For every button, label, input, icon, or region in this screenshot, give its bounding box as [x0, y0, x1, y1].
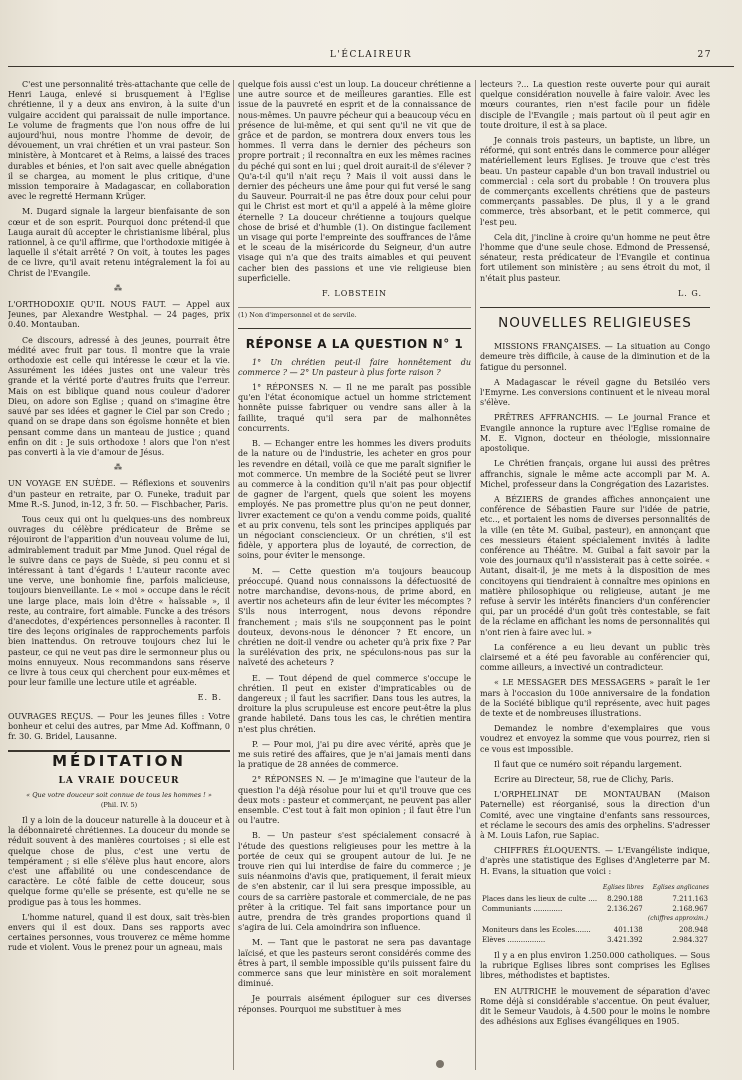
header-rule — [8, 66, 734, 67]
value-anglican: 208.948 — [679, 925, 708, 934]
news-heading: NOUVELLES RELIGIEUSES — [498, 315, 692, 332]
paragraph: E. — Tout dépend de quel commerce s'occupe le chrétien. Il peut en exister d'impraticables ou de dangereux ; il faut les sacrifier. Dans tous les autres, la droiture la plus scrupuleuse est encore peut-être la plus grande habileté. Dans tous les cas, le chrétien mentira n'est plus chrétien. — [238, 673, 471, 734]
paragraph: Cela dit, j'incline à croire qu'un homme ne peut être l'homme que d'une seule chose. Edmond de Pressensé, sénateur, resta prédicateur de l'Evangile et continua fort utilement son ministère ; au sens étroit du mot, il n'était plus pasteur. — [480, 232, 710, 283]
signature: L. G. — [677, 288, 702, 298]
news-text: — Le journal France et Evangile annonce la rupture avec l'Eglise romaine de M. E. Vignon, docteur en théologie, missionnaire apostolique. — [480, 413, 710, 454]
table-row — [480, 914, 710, 924]
book-review-heading — [8, 300, 230, 331]
epigraph-text: « Que votre douceur soit connue de tous les hommes ! » — [26, 790, 212, 799]
news-item — [480, 413, 710, 454]
meditation-subtitle: LA VRAIE DOUCEUR — [58, 776, 180, 787]
paragraph: Je connais trois pasteurs, un baptiste, un libre, un réformé, qui sont entrés dans le commerce pour alléger matériellement leurs Eglises. Je trouve que c'est très beau. Un pasteur capable d'un bon travail industriel ou commercial : cela sort du probable ! On trouvera plus de commerçants excellents chrétiens que de pasteurs commerçants passables. De plus, il y a le grand commerce, très absorbant, et le petit commerce, qui l'est peu. — [480, 136, 710, 227]
news-item: A BÉZIERS de grandes affiches annonçaient une conférence de Sébastien Faure sur l'idée de patrie, etc.., et portaient les noms de diverses personnalités de la ville (en tête M. Guibal, pasteur), en annonçant que ces messieurs étaient spécialement invités à ladite conférence au Théâtre. M. Guibal a fait savoir par la voie des journaux qu'il n'assisterait pas à cette soirée. « Autant, disait-il, je me mets à la disposition de mes concitoyens qui tiendraient à connaître mes opinions en matière philosophique ou religieuse, autant je me refuse à servir les intérêts financiers d'un conférencier qui, par un procédé d'un goût très contestable, se fait de la réclame en affichant les noms de personnalités qui n'ont rien à faire avec lui. » — [480, 494, 710, 637]
column-2 — [238, 80, 471, 1070]
stats-header-anglican: Eglises anglicanes — [652, 883, 709, 891]
paragraph: Il y a loin de la douceur naturelle à la douceur et à la débonnaireté chrétiennes. La douceur du monde se réduit souvent à des manières courtoises ; si elle est quelque chose de plus, c'est une vertu de tempérament ; si elle s'élève plus haut encore, alors c'est une affabilité ou une condescendance de caractère. Le côté faible de cette douceur, sous quelque forme qu'elle se présente, est qu'elle ne se prodigue pas à tous les hommes. — [8, 816, 230, 907]
value-anglican: (chiffres approxim.) — [647, 915, 708, 923]
received-works-text: — Pour les jeunes filles : Votre bonheur et celui des autres, par Mme Ad. Koffmann, 0 fr. 30. G. Bridel, Lausanne. — [8, 711, 230, 741]
section-separator: ⁂ — [114, 283, 124, 293]
news-lead: PRÊTRES AFFRANCHIS. — [494, 413, 600, 423]
paragraph: M. — Tant que le pastorat ne sera pas davantage laïcisé, et que les pasteurs seront considérés comme des êtres à part, il semble impossible qu'ils puissent faire du commerce sans que leur ministère en soit moralement diminué. — [238, 938, 471, 989]
row-label: Elèves ................. — [482, 935, 546, 944]
paragraph: M. Dugard signale la largeur bienfaisante de son cœur et de son esprit. Pourquoi donc prétend-il que Lauga aurait dû accepter le christianisme libéral, plus rationnel, à ce qu'il affirme, que l'orthodoxie mitigée à laquelle il s'était arrêté ? On voit, à toutes les pages de ce livre, qu'il avait retenu intégralement la foi au Christ de l'Evangile. — [8, 207, 230, 278]
book-review-heading — [8, 479, 230, 510]
signature: F. LOBSTEIN — [322, 289, 387, 299]
paragraph: 1° RÉPONSES N. — Il ne me paraît pas possible qu'en l'état économique actuel un homme strictement honnête puisse fabriquer ou vendre sans aller à la faillite, traqué qu'il sera par de malhonnêtes concurrents. — [238, 383, 471, 433]
value-free: 2.136.267 — [607, 905, 643, 914]
value-anglican: 7.211.163 — [672, 895, 708, 904]
value-free: 401.138 — [613, 925, 643, 934]
news-item: EN AUTRICHE le mouvement de séparation d'avec Rome déjà si considérable s'accentue. On peut évaluer, dit le Semeur Vaudois, à 4.500 pour le moins le nombre des adhésions aux Eglises évangéliques en 1905. — [480, 986, 710, 1027]
value-free — [601, 914, 645, 924]
journal-title: L'ÉCLAIREUR — [329, 50, 413, 60]
stats-header-free: Eglises libres — [602, 883, 644, 891]
paragraph: Ce discours, adressé à des jeunes, pourrait être médité avec fruit par tous. Il montre que la vraie orthodoxie est celle qui intéresse le cœur et la vie. Assurément les idées justes ont une valeur très grande et la vérité porte d'autres fruits que l'erreur. Mais on est biblique quand nous couleur d'adorer Dieu, on adore son Eglise ; quand on s'imagine être sauvé par ses idées et gagner le Ciel par son Credo ; quand on se drape dans son égoïsme honnête et bien pensant comme dans un manteau de justice ; quand enfin on dit : Je suis orthodoxe ! alors que l'on n'est pas converti à la vie d'amour de Jésus. — [8, 335, 230, 457]
paragraph: 2° RÉPONSES N. — Je m'imagine que l'auteur de la question l'a déjà résolue pour lui et qu'il trouve que ces deux mots : pasteur et commerçant, ne peuvent pas aller ensemble. C'est tout à fait mon opinion ; il faut être l'un ou l'autre. — [238, 775, 471, 826]
column-divider-2 — [475, 80, 476, 1070]
value-free: 8.290.188 — [607, 895, 643, 904]
paragraph: Le Chrétien français, organe lui aussi des prêtres affranchis, signale le même acte accompli par M. A. Michel, professeur dans la Congrégation des Lazaristes. — [480, 459, 710, 489]
news-item — [480, 846, 710, 877]
stats-header-label — [480, 882, 601, 894]
news-item: « LE MESSAGER DES MESSAGERS » paraît le 1er mars à l'occasion du 100e anniversaire de la fondation de la Société biblique qu'il représente, avec huit pages de texte et de nombreuses illustrations. — [480, 678, 710, 718]
paragraph: A Madagascar le réveil gagne du Betsiléo vers l'Emyrne. Les conversions continuent et le niveau moral s'élève. — [480, 377, 710, 408]
paragraph: B. — Echanger entre les hommes les divers produits de la nature ou de l'industrie, les acheter en gros pour les revendre en détail, voilà ce que me paraît signifier le mot commerce. Un membre de la Société peut se livrer au commerce à la condition qu'il n'ait pas pour objectif de gagner de l'argent, quels que soient les moyens employés. Ne pas promettre plus qu'on ne peut donner, livrer exactement ce qu'on a vendu comme poids, qualité et au prix convenu, tels sont les principes appliqués par un négociant consciencieux. Or un chrétien, s'il est fidèle, y apportera plus de loyauté, de correction, de soins, pour éviter le mensonge. — [238, 439, 471, 561]
paragraph: Je pourrais aisément épiloguer sur ces diverses réponses. Pourquoi me substituer à mes — [238, 994, 471, 1014]
news-item — [480, 342, 710, 373]
paragraph: La conférence a eu lieu devant un public très clairsemé et a été peu favorable au conférencier qui, comme ailleurs, a invectivé un contradicteur. — [480, 642, 710, 673]
book-title: UN VOYAGE EN SUÈDE. — [8, 479, 116, 489]
row-label: Places dans les lieux de culte .... — [482, 895, 598, 904]
page-number: 27 — [697, 50, 712, 60]
news-item: L'ORPHELINAT DE MONTAUBAN (Maison Paternelle) est réorganisé, sous la direction d'un Comité, avec une vingtaine d'enfants sans ressources, et réclame le secours des amis des orphelins. S'adresser à M. Louis Lafon, rue Sapiac. — [480, 790, 710, 840]
paragraph: Ecrire au Directeur, 58, rue de Clichy, Paris. — [494, 774, 674, 784]
epigraph-reference: (Phil. IV. 5) — [100, 800, 138, 809]
paragraph: P. — Pour moi, j'ai pu dire avec vérité, après que je me suis retiré des affaires, que je n'ai jamais menti dans la pratique de 28 années de commerce. — [238, 739, 471, 770]
value-anglican: 2.168.967 — [672, 905, 708, 914]
paragraph: Il faut que ce numéro soit répandu largement. — [494, 759, 682, 769]
section-separator: ⁂ — [114, 463, 124, 473]
section-rule — [238, 328, 471, 329]
paragraph: lecteurs ?... La question reste ouverte pour qui aurait quelque considération nouvelle à faire valoir. Avec les mœurs courantes, rien n'est facile pour un fidèle disciple de l'Evangile ; mais partout où il peut agir en toute droiture, il est à sa place. — [480, 80, 710, 130]
news-text: — La situation au Congo demeure très difficile, à cause de la diminution et de la fatigue du personnel. — [480, 342, 710, 372]
paragraph: L'homme naturel, quand il est doux, sait très-bien envers qui il est doux. Dans ses rapports avec certaines personnes, vous trouverez ce même homme rude et violent. Vous le prenez pour un agneau, mais — [8, 912, 230, 953]
table-row — [480, 925, 710, 935]
column-divider-1 — [233, 80, 234, 1070]
ink-blot — [436, 1060, 444, 1068]
book-biblio: — Appel aux Jeunes, par Alexandre Westphal. — 24 pages, prix 0.40. Montauban. — [8, 300, 230, 330]
table-row — [480, 894, 710, 904]
paragraph: Il y a en plus environ 1.250.000 catholiques. — Sous la rubrique Eglises libres sont comprises les Eglises libres, méthodistes et baptistes. — [480, 951, 710, 981]
row-label: Communiants ............. — [482, 905, 563, 914]
received-works — [8, 712, 230, 743]
table-row — [480, 935, 710, 945]
paragraph: B. — Un pasteur s'est spécialement consacré à l'étude des questions religieuses pour les mettre à la portée de ceux qui se groupent autour de lui. Je ne trouve rien qui lui interdise de faire du commerce ; je suis néanmoins d'avis que, pratiquement, il ferait mieux de s'en abstenir, car il lui sera presque impossible, au cours de sa carrière pastorale et commerciale, de ne pas prêter à la critique. Tel fait sans importance pour un autre, prendra de très grandes proportions quand il s'agira de lui. Cela amoindrira son influence. — [238, 831, 471, 933]
table-row — [480, 904, 710, 914]
stats-header-row — [480, 882, 710, 894]
value-anglican: 2.984.327 — [672, 935, 708, 944]
book-title: L'ORTHODOXIE QU'IL NOUS FAUT. — [8, 300, 167, 310]
signature: E. B. — [197, 693, 222, 703]
value-free: 3.421.392 — [607, 935, 643, 944]
book-biblio: — Réflexions et souvenirs d'un pasteur en retraite, par O. Funeke, traduit par Mme R.-S. Junod, in-12, 3 fr. 50. — Fischbacher, Paris. — [8, 479, 230, 509]
column-1 — [8, 80, 230, 1070]
news-lead: CHIFFRES ÉLOQUENTS. — [494, 846, 601, 856]
column-3 — [480, 80, 710, 1070]
row-label: Moniteurs dans les Ecoles....... — [482, 925, 591, 934]
paragraph: Demandez le nombre d'exemplaires que vous voudrez et envoyez la somme que vous pourrez, rien si ce vous est impossible. — [480, 724, 710, 754]
running-head — [0, 50, 742, 64]
question-text: 1° Un chrétien peut-il faire honnêtement du commerce ? — 2° Un pasteur à plus forte raison ? — [238, 357, 471, 377]
paragraph: C'est une personnalité très-attachante que celle de Henri Lauga, enlevé si brusquement à l'Eglise chrétienne, il y a deux ans environ, à la suite d'un vulgaire accident qui paraissait de nulle importance. Le volume de fragments que l'on nous offre de lui aujourd'hui, nous montre l'homme de devoir, de dévouement, un vrai chrétien et un vrai pasteur. Son ministère, à Montcaret et à Reims, a laissé des traces durables et bénies, et l'on sait avec quelle abnégation il se chargea, au moment le plus critique, d'une mission temporaire à Madagascar, en collaboration avec le regretté Hermann Krüger. — [8, 80, 230, 202]
paragraph: quelque fois aussi c'est un loup. La douceur chrétienne a une autre source et de meilleures garanties. Elle est issue de la pauvreté en esprit et de la connaissance de nous-mêmes. Un pauvre pécheur qui a beaucoup vécu en présence de lui-même, et qui sent qu'il ne vit que de grâce et de pardon, se montrera doux envers tous les hommes. Il verra dans le dernier des pécheurs son propre portrait ; il reconnaîtra en eux les mêmes racines du péché qui sont en lui ; quel droit aurait-il de s'élever ? Qu'a-t-il qu'il n'ait reçu ? Mais il voit aussi dans le dernier des pécheurs une âme pour qui fut versé le sang du Sauveur. Pourrait-il ne pas être doux pour celui pour qui le Christ est mort et qu'il a appelé à la même gloire éternelle ? La douceur chrétienne a toujours quelque chose de brisé et d'humble (1). On distingue facilement un visage qui porte l'empreinte des souffrances de l'âme et le sceau de la miséricorde du Seigneur, d'un autre visage qui n'a que des traits aimables et qui peuvent cacher bien des passions et une vie religieuse bien superficielle. — [238, 80, 471, 283]
row-label — [480, 914, 601, 924]
question-heading: RÉPONSE A LA QUESTION N° 1 — [245, 337, 464, 352]
statistics-table — [480, 882, 710, 945]
paragraph: M. — Cette question m'a toujours beaucoup préoccupé. Quand nous connaissons la défectuosité de notre marchandise, devons-nous, de prime abord, en avertir nos acheteurs afin de leur éviter les mécomptes ? S'ils nous interrogent, nous devons répondre franchement ; mais s'ils ne soupçonnent pas le point douteux, devons-nous le dénoncer ? Et encore, un chrétien ne doit-il vendre ou acheter qu'à prix fixe ? Par la surélévation des prix, ne spéculons-nous pas sur la naïveté des acheteurs ? — [238, 566, 471, 668]
paragraph: Tous ceux qui ont lu quelques-uns des nombreux ouvrages du célèbre prédicateur de Brême se réjouiront de l'apparition d'un nouveau volume de lui, admirablement traduit par Mme Junod. Quel régal de le suivre dans ce pays de Suède, si peu connu et si intéressant à tant d'égards ! L'auteur raconte avec une verve, une bonhomie fine, parfois malicieuse, toujours bienveillante. Le « moi » occupe dans le récit une large place, mais loin d'être « haïssable », il reste, au contraire, fort aimable. Funcke a des trésors d'anecdotes, d'expériences personnelles à raconter. Il tire des leçons originales de rapprochements parfois bien inattendus. On retrouve toujours chez lui le pasteur, ce qui ne veut pas dire le sermonneur plus ou moins ennuyeux. Nous recommandons sans réserve ce livre à tous ceux qui cherchent pour eux-mêmes et pour leur famille une lecture utile et agréable. — [8, 514, 230, 688]
epigraph — [8, 790, 230, 810]
news-lead: MISSIONS FRANÇAISES. — [494, 342, 601, 352]
footnote: (1) Non d'impersonnel et de servile. — [238, 307, 471, 320]
section-rule — [480, 307, 710, 308]
received-works-title: OUVRAGES REÇUS. — [8, 711, 94, 721]
meditation-heading: MÉDITATION — [52, 752, 186, 771]
news-text: — L'Evangéliste indique, d'après une statistique des Eglises d'Angleterre par M. H. Evans, la situation que voici : — [480, 846, 710, 876]
